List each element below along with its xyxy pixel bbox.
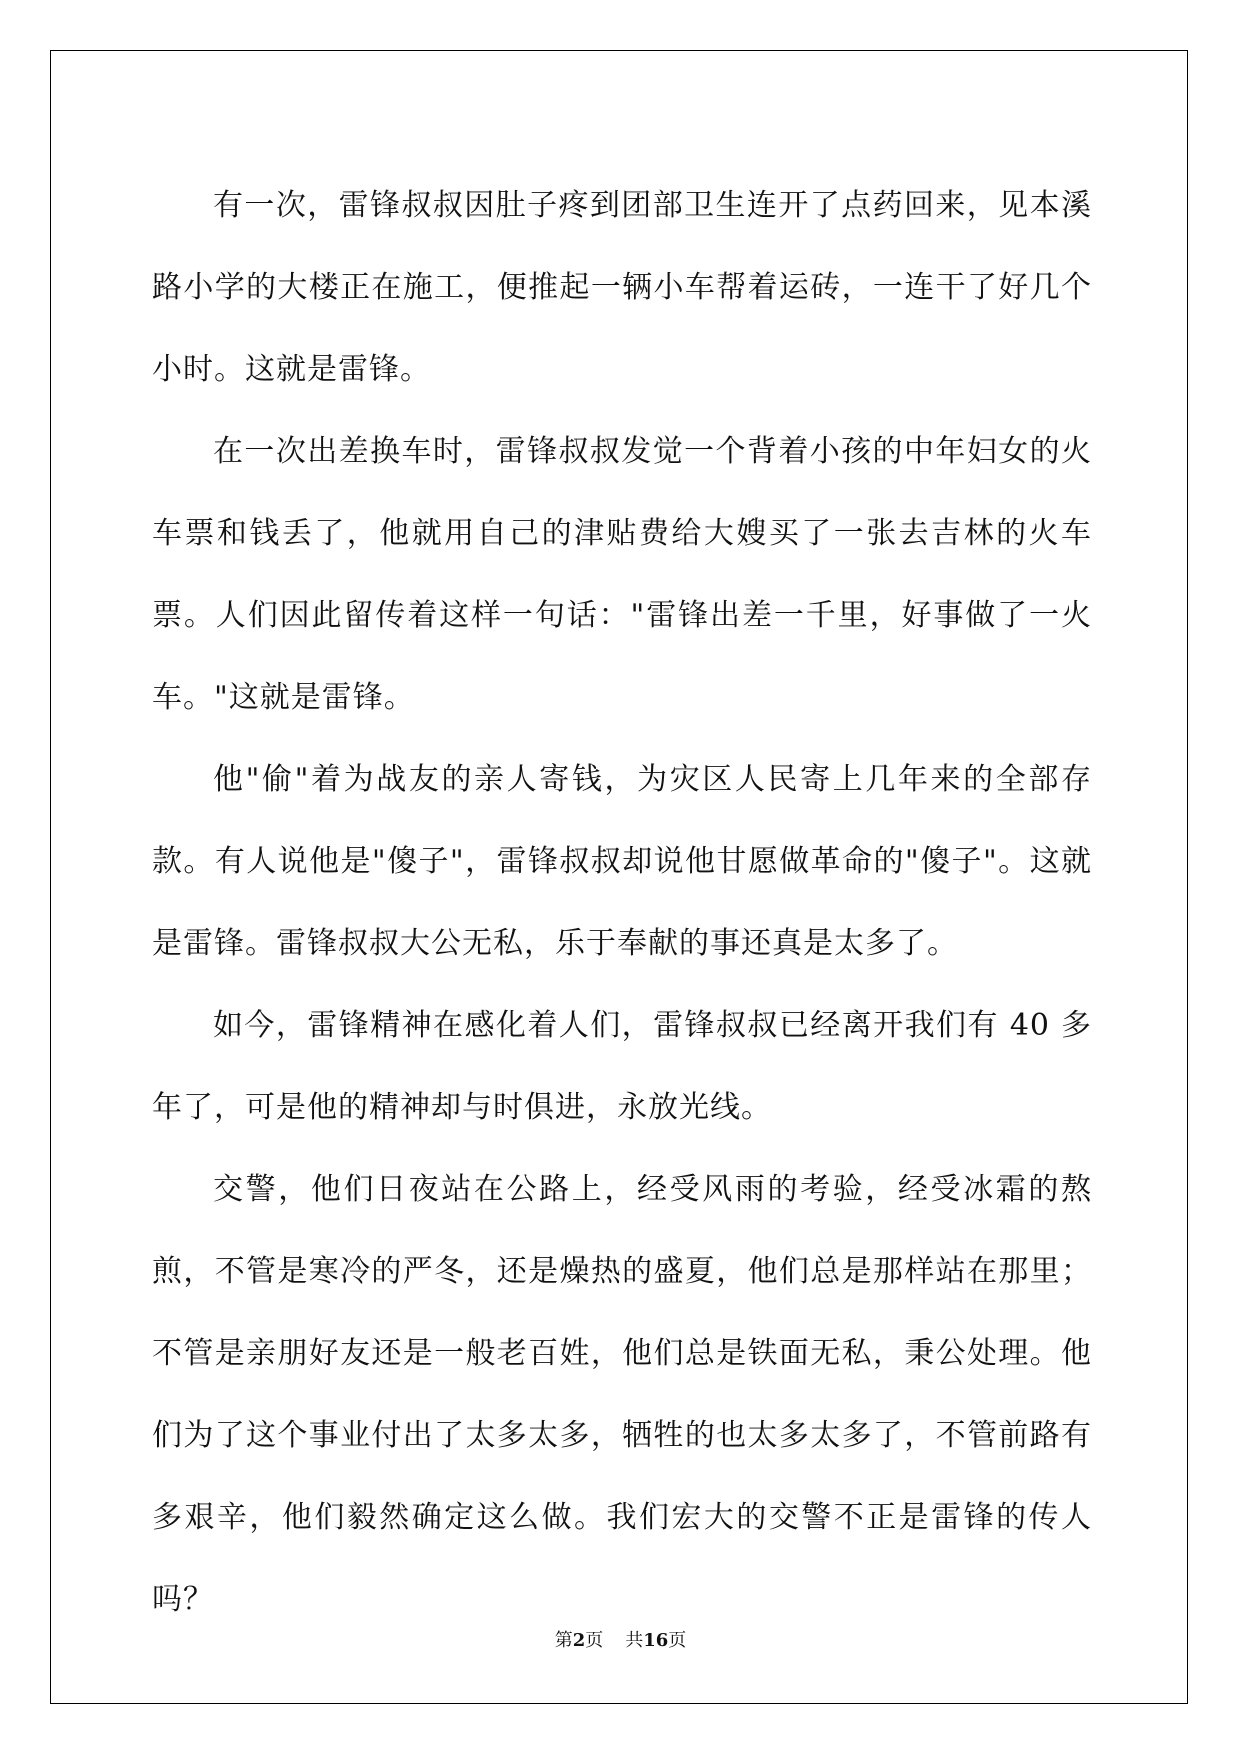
paragraph-3: 他"偷"着为战友的亲人寄钱，为灾区人民寄上几年来的全部存款。有人说他是"傻子"，雷锋叔叔却说他甘愿做革命的"傻子"。这就是雷锋。雷锋叔叔大公无私，乐于奉献的事还真是太多了。	[152, 762, 1092, 961]
document-body	[152, 165, 1092, 1641]
page-total: 16	[643, 1630, 669, 1651]
page-suffix: 页	[585, 1630, 604, 1651]
total-suffix: 页	[668, 1630, 687, 1651]
paragraph-2: 在一次出差换车时，雷锋叔叔发觉一个背着小孩的中年妇女的火车票和钱丢了，他就用自己的津贴费给大嫂买了一张去吉林的火车票。人们因此留传着这样一句话："雷锋出差一千里，好事做了一火车。"这就是雷锋。	[152, 434, 1092, 715]
page-number: 2	[572, 1630, 586, 1651]
total-prefix: 共	[625, 1630, 644, 1651]
paragraph-1: 有一次，雷锋叔叔因肚子疼到团部卫生连开了点药回来，见本溪路小学的大楼正在施工，便推起一辆小车帮着运砖，一连干了好几个小时。这就是雷锋。	[152, 188, 1092, 387]
page-prefix: 第	[554, 1630, 573, 1651]
paragraph-4: 如今，雷锋精神在感化着人们，雷锋叔叔已经离开我们有 40 多年了，可是他的精神却与时俱进，永放光线。	[152, 1008, 1092, 1125]
paragraph-5: 交警，他们日夜站在公路上，经受风雨的考验，经受冰霜的熬煎，不管是寒冷的严冬，还是燥热的盛夏，他们总是那样站在那里；不管是亲朋好友还是一般老百姓，他们总是铁面无私，秉公处理。他们为了这个事业付出了太多太多，牺牲的也太多太多了，不管前路有多艰辛，他们毅然确定这么做。我们宏大的交警不正是雷锋的传人吗？	[152, 1172, 1092, 1617]
page-footer	[0, 1626, 1241, 1652]
